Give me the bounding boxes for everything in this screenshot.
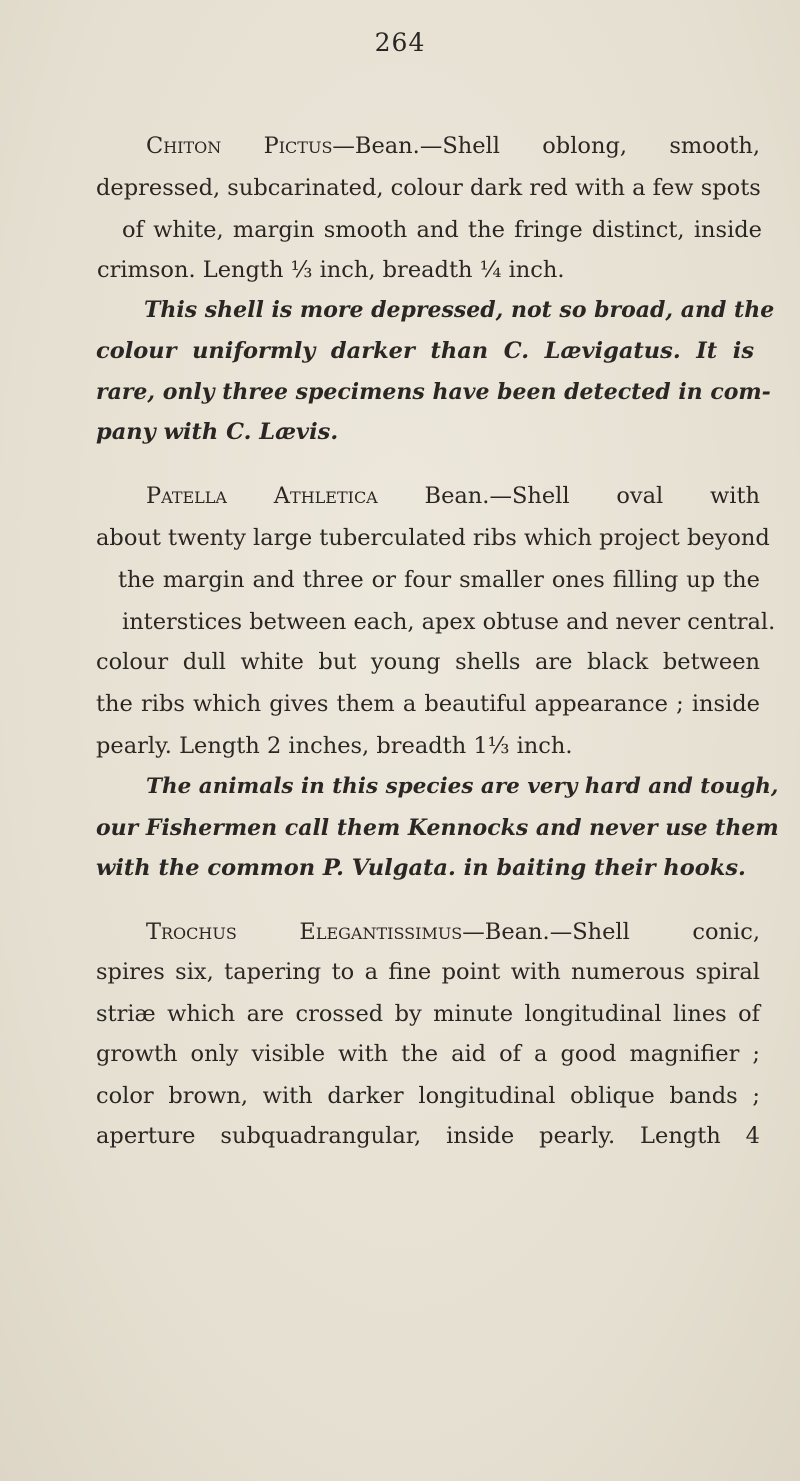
genus-name: Chiton: [146, 133, 222, 159]
text-line: [146, 921, 760, 944]
text-line: colour uniformly darker than C. Lævigatus. It is: [96, 338, 754, 364]
text-line: pearly. Length 2 inches, breadth 1⅓ inch.: [96, 733, 573, 759]
text-line: the margin and three or four smaller ones filling up the: [118, 567, 760, 593]
text-line: The animals in this species are very hard and tough,: [146, 774, 779, 799]
line-text: Bean.—Shell oval with: [377, 483, 760, 509]
text-line: depressed, subcarinated, colour dark red with a few spots: [96, 175, 761, 201]
text-line: This shell is more depressed, not so broad, and the: [144, 297, 775, 323]
species-name: Athletica: [226, 483, 378, 509]
text-line: about twenty large tuberculated ribs which project beyond: [96, 525, 770, 551]
text-line: growth only visible with the aid of a good magnifier ;: [96, 1041, 760, 1067]
text-line: interstices between each, apex obtuse and never central.: [122, 609, 776, 635]
text-line: colour dull white but young shells are black between: [96, 649, 760, 675]
page-number: 264: [374, 28, 426, 57]
line-text: —Bean.—Shell conic,: [462, 919, 761, 945]
text-line: our Fishermen call them Kennocks and never use them: [96, 815, 779, 841]
text-line: spires six, tapering to a fine point with numerous spiral: [96, 959, 760, 985]
text-line: aperture subquadrangular, inside pearly. Length 4: [96, 1123, 760, 1149]
text-line: with the common P. Vulgata. in baiting their hooks.: [96, 855, 746, 881]
line-text: —Bean.—Shell oblong, smooth,: [332, 133, 760, 159]
text-line: crimson. Length ⅓ inch, breadth ¼ inch.: [97, 257, 565, 283]
species-name: Pictus: [221, 133, 333, 159]
text-line: rare, only three specimens have been detected in com-: [96, 379, 771, 405]
text-line: of white, margin smooth and the fringe distinct, inside: [122, 217, 762, 243]
text-line: pany with C. Lævis.: [96, 419, 339, 445]
genus-name: Patella: [146, 483, 227, 509]
species-name: Elegantissimus: [236, 919, 463, 945]
text-line: the ribs which gives them a beautiful appearance ; inside: [96, 691, 760, 717]
text-line: [146, 135, 760, 158]
genus-name: Trochus: [146, 919, 237, 945]
text-line: [146, 485, 760, 508]
text-line: color brown, with darker longitudinal oblique bands ;: [96, 1083, 760, 1109]
text-line: striæ which are crossed by minute longitudinal lines of: [96, 1001, 760, 1027]
